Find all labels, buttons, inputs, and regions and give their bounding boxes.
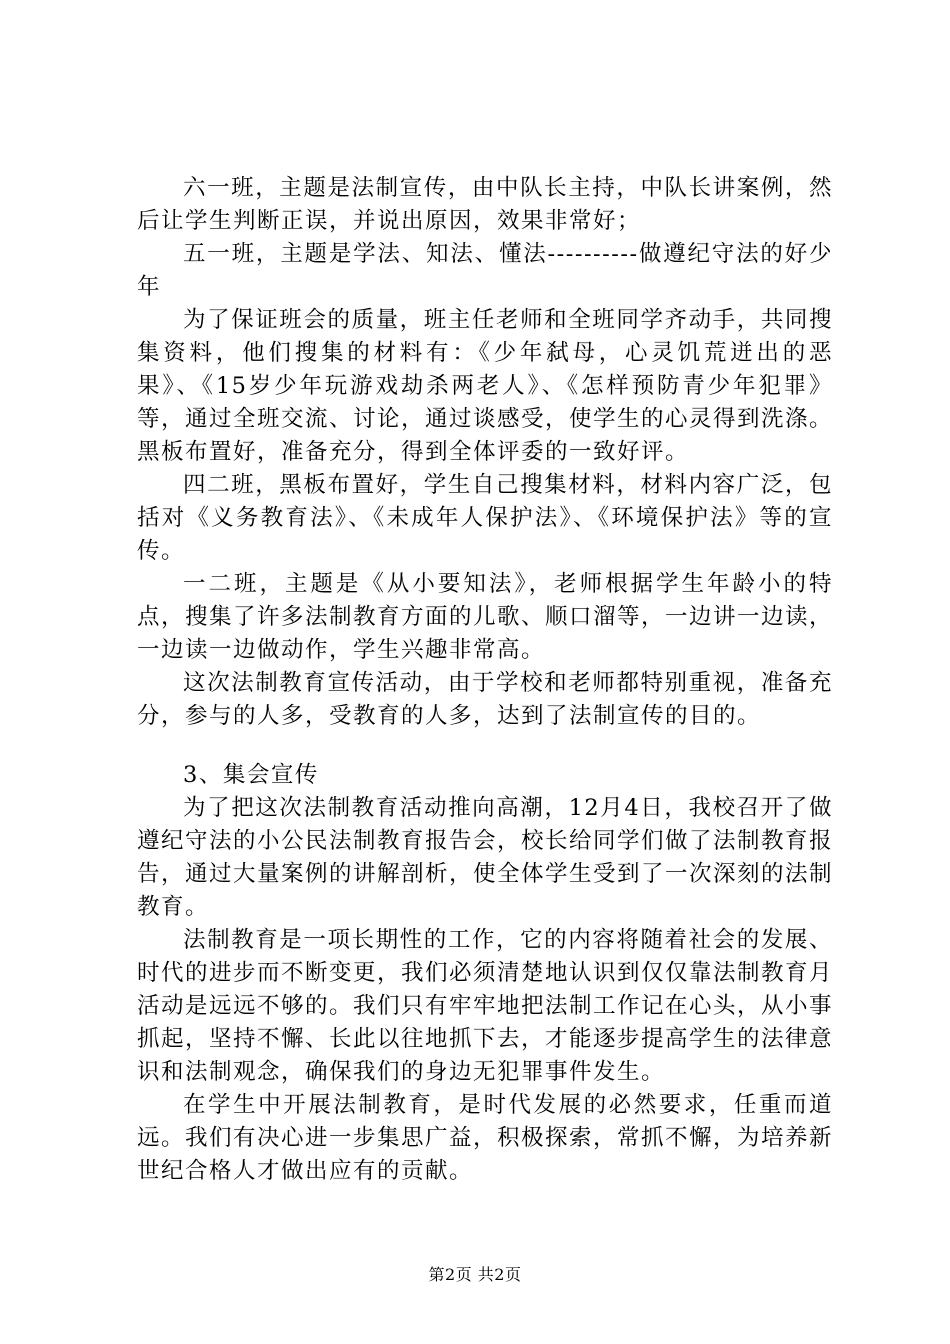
page-footer: 第2页 共2页 <box>428 1265 522 1284</box>
paragraph-class-6-1: 六一班，主题是法制宣传，由中队长主持，中队长讲案例，然后让学生判断正误，并说出原因，效果非常好； <box>137 175 833 234</box>
paragraph-conclusion: 在学生中开展法制教育，是时代发展的必然要求，任重而道远。我们有决心进一步集思广益，积极探索，常抓不懈，为培养新世纪合格人才做出应有的贡献。 <box>137 1092 834 1184</box>
paragraph-activity-summary: 这次法制教育宣传活动，由于学校和老师都特别重视，准备充分，参与的人多，受教育的人多，达到了法制宣传的目的。 <box>137 670 833 729</box>
paragraph-class-4-2: 四二班，黑板布置好，学生自己搜集材料，材料内容广泛，包括对《义务教育法》、《未成年人保护法》、《环境保护法》等的宣传。 <box>137 472 833 564</box>
paragraph-assembly-report: 为了把这次法制教育活动推向高潮，12月4日，我校召开了做遵纪守法的小公民法制教育报告会，校长给同学们做了法制教育报告，通过大量案例的讲解剖析，使全体学生受到了一次深刻的法制教育。 <box>137 795 834 920</box>
paragraph-class-meeting-materials: 为了保证班会的质量，班主任老师和全班同学齐动手，共同搜集资料，他们搜集的材料有：《少年弑母，心灵饥荒迸出的恶果》、《15岁少年玩游戏劫杀两老人》、《怎样预防青少年犯罪》等，通过全班交流、讨论，通过谈感受，使学生的心灵得到洗涤。黑板布置好，准备充分，得到全体评委的一致好评。 <box>137 307 834 465</box>
paragraph-long-term-work: 法制教育是一项长期性的工作，它的内容将随着社会的发展、时代的进步而不断变更，我们必须清楚地认识到仅仅靠法制教育月活动是远远不够的。我们只有牢牢地把法制工作记在心头，从小事抓起，坚持不懈、长此以往地抓下去，才能逐步提高学生的法律意识和法制观念，确保我们的身边无犯罪事件发生。 <box>137 927 834 1085</box>
paragraph-class-1-2: 一二班，主题是《从小要知法》，老师根据学生年龄小的特点，搜集了许多法制教育方面的儿歌、顺口溜等，一边讲一边读，一边读一边做动作，学生兴趣非常高。 <box>137 571 834 663</box>
paragraph-class-5-1: 五一班，主题是学法、知法、懂法----------做遵纪守法的好少年 <box>137 241 833 300</box>
section-heading: 3、集会宣传 <box>183 762 319 788</box>
document-body <box>137 172 833 1188</box>
